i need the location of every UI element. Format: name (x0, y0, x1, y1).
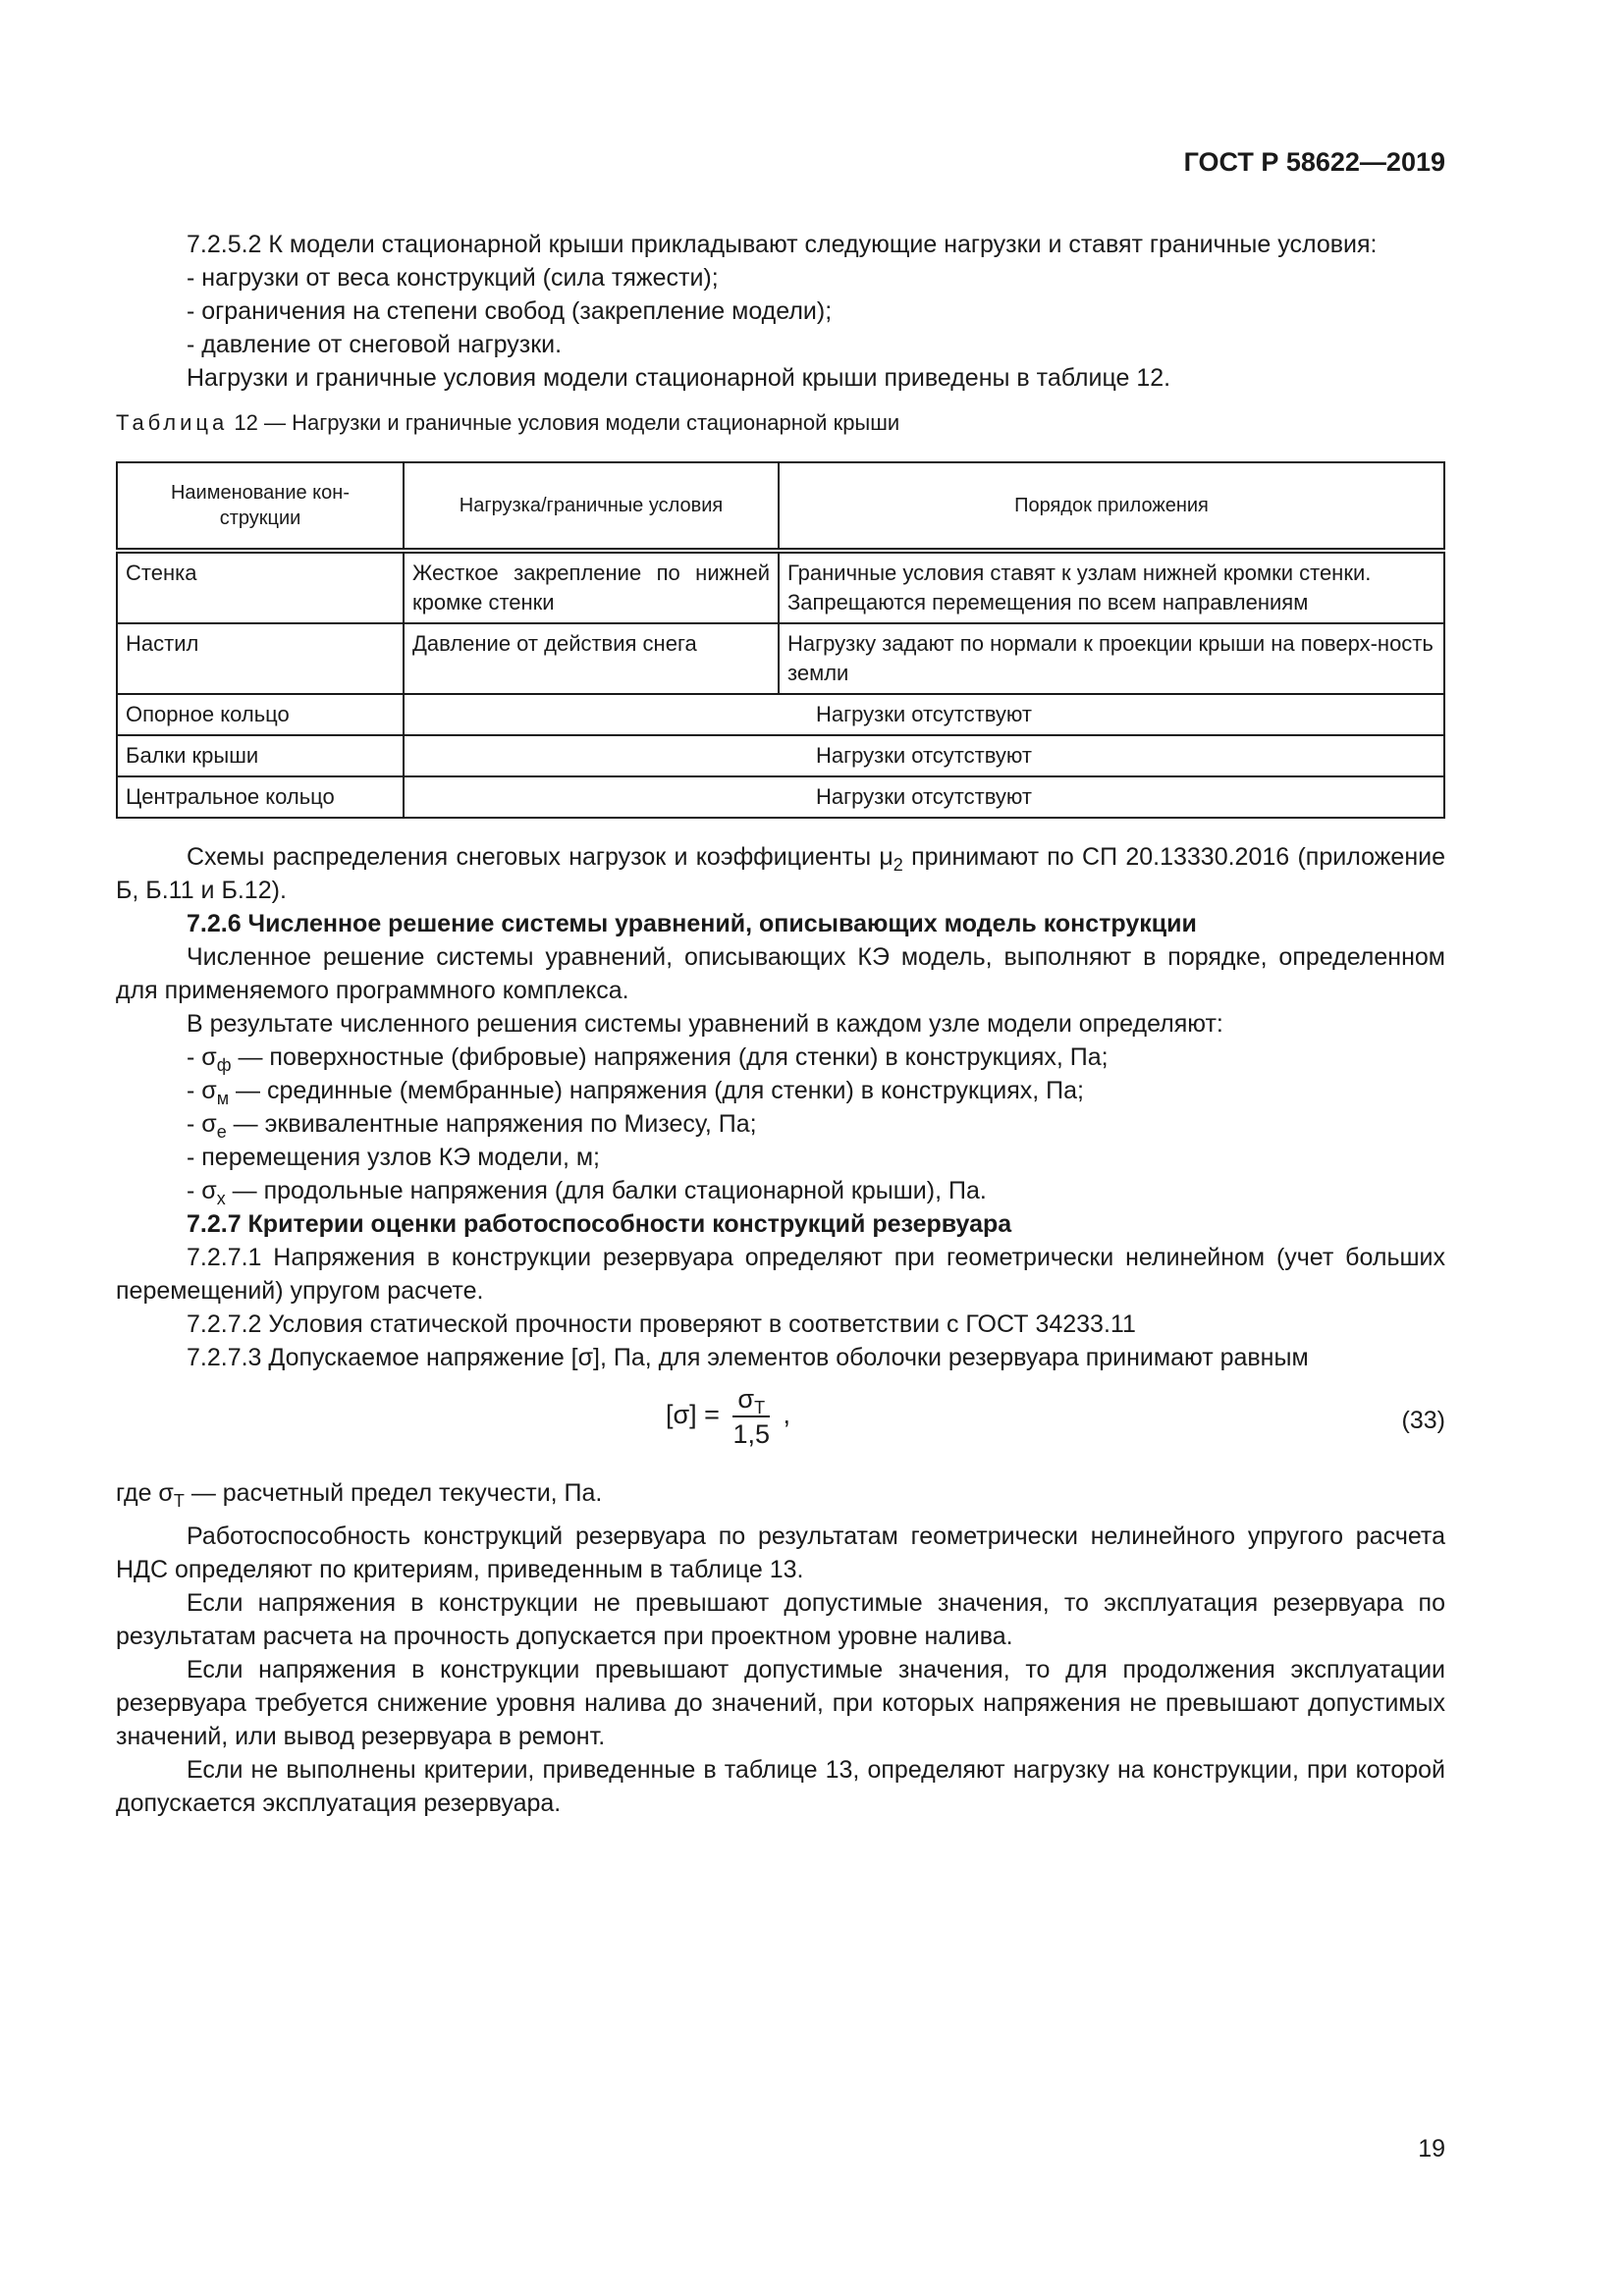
table-caption-label: Таблица (116, 410, 229, 435)
cell-order: Граничные условия ставят к узлам нижней кромки стенки. Запрещаются перемещения по всем направлениям (779, 551, 1444, 623)
paragraph: Численное решение системы уравнений, описывающих КЭ модель, выполняют в порядке, определенном для применяемого программного комплекса. (116, 943, 1445, 1004)
list-item: - нагрузки от веса конструкций (сила тяжести); (187, 264, 719, 292)
document-id-header: ГОСТ Р 58622—2019 (1183, 147, 1445, 177)
formula-expression (666, 1382, 790, 1451)
cell-order: Нагрузку задают по нормали к проекции крыши на поверх-ность земли (779, 623, 1444, 694)
formula-33 (116, 1382, 1445, 1468)
list-item: - давление от снеговой нагрузки. (187, 331, 563, 358)
header-order: Порядок приложения (779, 462, 1444, 551)
formula-tail: , (783, 1400, 791, 1430)
cell-merged: Нагрузки отсутствуют (404, 735, 1444, 776)
paragraph: В результате численного решения системы уравнений в каждом узле модели определяют: (187, 1010, 1223, 1038)
page-number: 19 (1418, 2135, 1445, 2163)
header-construction: Наименование кон-струкции (117, 462, 404, 551)
list-item: - перемещения узлов КЭ модели, м; (187, 1144, 600, 1171)
paragraph: Если напряжения в конструкции превышают допустимые значения, то для продолжения эксплуатации резервуара требуется снижение уровня налива до значений, при которых напряжения не превышают допустимых значений, или вывод резервуара в ремонт. (116, 1656, 1445, 1750)
table-row (117, 551, 1444, 623)
table-row (117, 776, 1444, 818)
list-item: - $\sigma_е$ — эквивалентные напряжения по Мизесу, Па; (187, 1110, 757, 1142)
paragraph: Если напряжения в конструкции не превышают допустимые значения, то эксплуатация резервуара по результатам расчета на прочность допускается при проектном уровне налива. (116, 1589, 1445, 1650)
formula-number: (33) (1401, 1407, 1445, 1434)
table-reference-paragraph: Нагрузки и граничные условия модели стационарной крыши приведены в таблице 12. (187, 364, 1171, 392)
list-item: - $\sigma_м$ — срединные (мембранные) напряжения (для стенки) в конструкциях, Па; (187, 1077, 1084, 1108)
cell-name: Опорное кольцо (117, 694, 404, 735)
formula-explanation: где $\sigma_Т$ — расчетный предел текучести, Па. (116, 1479, 603, 1511)
list-item: - $\sigma_ф$ — поверхностные (фибровые) напряжения (для стенки) в конструкциях, Па; (187, 1043, 1109, 1075)
formula-numerator: $\sigma_Т$ (732, 1382, 770, 1417)
cell-name: Балки крыши (117, 735, 404, 776)
page-content (116, 228, 1445, 1820)
loads-table (116, 461, 1445, 819)
snow-load-paragraph: Схемы распределения снеговых нагрузок и коэффициенты $\mu_2$ принимают по СП 20.13330.2016 (приложение Б, Б.11 и Б.12). (116, 843, 1445, 904)
table-row (117, 735, 1444, 776)
formula-lhs: [σ] = (666, 1400, 720, 1430)
list-item: - ограничения на степени свобод (закрепление модели); (187, 297, 833, 325)
cell-name: Стенка (117, 551, 404, 623)
cell-name: Центральное кольцо (117, 776, 404, 818)
formula-fraction (732, 1382, 770, 1451)
table-row (117, 623, 1444, 694)
table-caption (116, 406, 1445, 440)
table-header-row (117, 462, 1444, 551)
paragraph: 7.2.7.3 Допускаемое напряжение [σ], Па, для элементов оболочки резервуара принимают равным (187, 1344, 1309, 1371)
section-7-2-5-2-intro: 7.2.5.2 К модели стационарной крыши прикладывают следующие нагрузки и ставят граничные условия: (187, 231, 1378, 258)
table-caption-title: 12 — Нагрузки и граничные условия модели стационарной крыши (234, 410, 900, 435)
paragraph: 7.2.7.2 Условия статической прочности проверяют в соответствии с ГОСТ 34233.11 (187, 1310, 1136, 1338)
table-row (117, 694, 1444, 735)
cell-merged: Нагрузки отсутствуют (404, 776, 1444, 818)
section-7-2-6-heading: 7.2.6 Численное решение системы уравнений, описывающих модель конструкции (187, 910, 1197, 937)
cell-load: Жесткое закрепление по нижней кромке стенки (404, 551, 779, 623)
cell-name: Настил (117, 623, 404, 694)
paragraph: Работоспособность конструкций резервуара по результатам геометрически нелинейного упругого расчета НДС определяют по критериям, приведенным в таблице 13. (116, 1522, 1445, 1583)
cell-merged: Нагрузки отсутствуют (404, 694, 1444, 735)
cell-load: Давление от действия снега (404, 623, 779, 694)
paragraph: 7.2.7.1 Напряжения в конструкции резервуара определяют при геометрически нелинейном (учет больших перемещений) упругом расчете. (116, 1244, 1445, 1305)
formula-denominator: 1,5 (732, 1419, 770, 1449)
section-7-2-7-heading: 7.2.7 Критерии оценки работоспособности конструкций резервуара (187, 1210, 1012, 1238)
paragraph: Если не выполнены критерии, приведенные в таблице 13, определяют нагрузку на конструкции, при которой допускается эксплуатация резервуара. (116, 1756, 1445, 1817)
header-load: Нагрузка/граничные условия (404, 462, 779, 551)
list-item: - $\sigma_x$ — продольные напряжения (для балки стационарной крыши), Па. (187, 1177, 987, 1208)
